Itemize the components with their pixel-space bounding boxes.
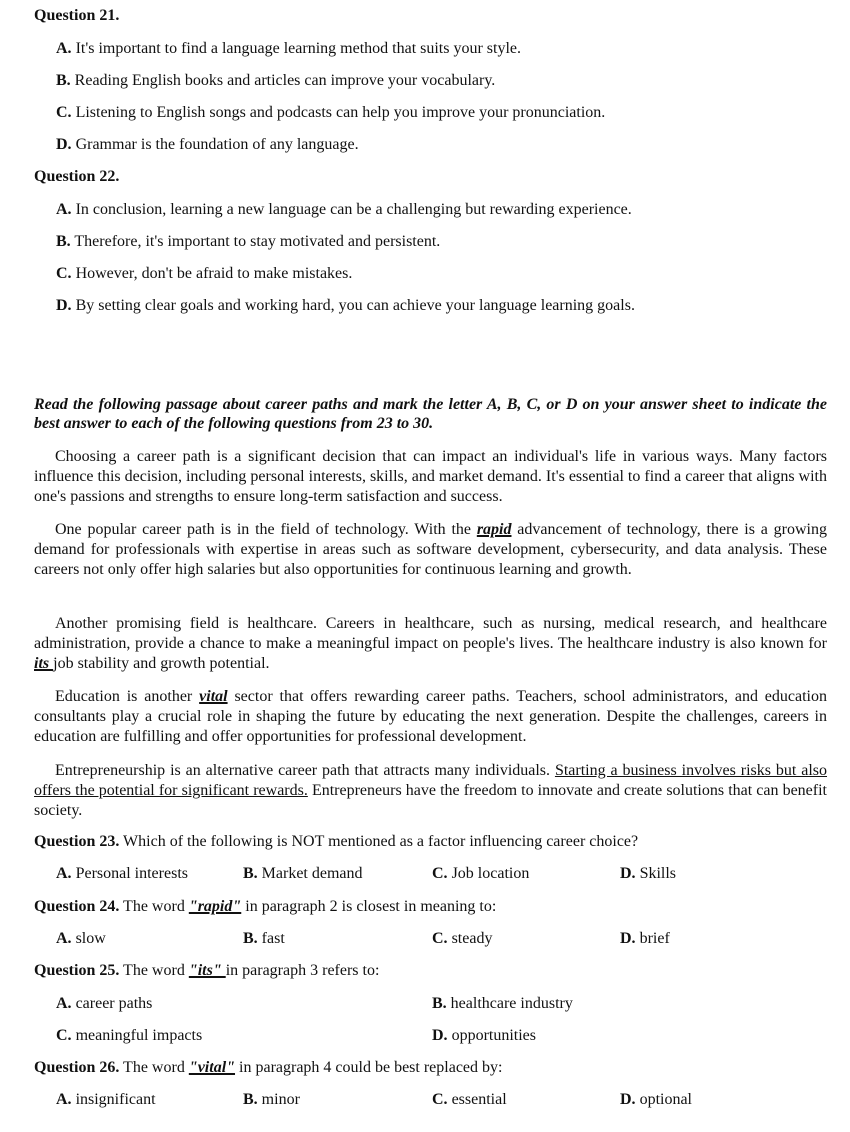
q22-option-a[interactable] (56, 201, 632, 219)
question-number: Question 23. (34, 833, 120, 850)
option-letter: B. (243, 865, 258, 882)
option-letter: C. (56, 104, 72, 121)
option-text: Market demand (257, 865, 363, 882)
option-text: In conclusion, learning a new language can be a challenging but rewarding experience. (75, 201, 632, 218)
option-text: By setting clear goals and working hard, you can achieve your language learning goals. (75, 297, 635, 314)
question-stem: in paragraph 2 is closest in meaning to: (241, 898, 497, 915)
q25-option-b[interactable] (432, 995, 573, 1013)
q21-option-c[interactable] (56, 104, 605, 122)
option-letter: A. (56, 930, 72, 947)
q21-option-b[interactable] (56, 72, 495, 90)
question-26 (34, 1059, 502, 1077)
option-text: insignificant (71, 1091, 156, 1108)
q24-option-d[interactable] (620, 930, 670, 948)
option-letter: D. (620, 930, 636, 947)
option-letter: D. (620, 865, 636, 882)
question-23 (34, 833, 638, 851)
option-text: essential (447, 1091, 507, 1108)
question-21-title: Question 21. (34, 7, 120, 24)
option-letter: B. (243, 930, 258, 947)
option-letter: A. (56, 1091, 72, 1108)
passage-paragraph-4 (34, 687, 827, 747)
option-letter: C. (432, 1091, 448, 1108)
option-letter: A. (56, 40, 72, 57)
option-text: brief (635, 930, 670, 947)
q22-option-b[interactable] (56, 233, 440, 251)
text: sector that offers rewarding career paths. Teachers, school administrators, and education consultants play a crucial role in shaping the future by educating the next generation. Despite the challenges, careers in education are fulfilling and offer opportunities for professional development. (34, 688, 828, 745)
text: Entrepreneurs have the freedom to innovate and create solutions that can benefit society. (34, 782, 827, 819)
passage-paragraph-3 (34, 614, 827, 674)
option-text: Reading English books and articles can improve your vocabulary. (74, 72, 496, 89)
option-letter: B. (56, 72, 71, 89)
option-letter: D. (56, 136, 72, 153)
option-letter: D. (620, 1091, 636, 1108)
option-text: Listening to English songs and podcasts can help you improve your pronunciation. (75, 104, 606, 121)
q23-option-d[interactable] (620, 865, 676, 883)
reading-instruction: Read the following passage about career paths and mark the letter A, B, C, or D on your answer sheet to indicate the best answer to each of the following questions from 23 to 30. (34, 396, 827, 432)
q26-option-c[interactable] (432, 1091, 507, 1109)
option-text: healthcare industry (446, 995, 573, 1012)
option-text: Personal interests (71, 865, 188, 882)
question-number: Question 24. (34, 898, 120, 915)
option-text: It's important to find a language learning method that suits your style. (75, 40, 522, 57)
option-text: Skills (635, 865, 677, 882)
question-number: Question 26. (34, 1059, 120, 1076)
question-25 (34, 962, 379, 980)
option-text: slow (71, 930, 106, 947)
q25-option-c[interactable] (56, 1027, 202, 1045)
highlighted-word-its: its (34, 655, 54, 672)
option-text: Therefore, it's important to stay motivated and persistent. (74, 233, 441, 250)
option-letter: A. (56, 865, 72, 882)
option-letter: C. (56, 1027, 72, 1044)
text: Entrepreneurship is an alternative career path that attracts many individuals. (55, 762, 555, 779)
passage-paragraph-1: Choosing a career path is a significant decision that can impact an individual's life in various ways. Many factors influence this decision, including personal interests, skills, and market demand. It's essential to find a career that aligns with one's passions and strengths to ensure long-term satisfaction and success. (34, 448, 827, 505)
option-letter: C. (432, 930, 448, 947)
passage-paragraph-5 (34, 761, 827, 821)
option-text: optional (635, 1091, 692, 1108)
passage-paragraph-2 (34, 520, 827, 580)
option-text: meaningful impacts (71, 1027, 203, 1044)
option-text: Grammar is the foundation of any language. (75, 136, 359, 153)
text: Another promising field is healthcare. Careers in healthcare, such as nursing, medical research, and healthcare administration, provide a chance to make a meaningful impact on people's lives. The healthcare industry is also known for (34, 615, 827, 652)
question-number: Question 25. (34, 962, 120, 979)
text: Education is another (55, 688, 200, 705)
option-text: minor (257, 1091, 300, 1108)
question-keyword: "vital" (188, 1059, 236, 1076)
q26-option-b[interactable] (243, 1091, 300, 1109)
q25-option-d[interactable] (432, 1027, 536, 1045)
option-letter: B. (56, 233, 71, 250)
highlighted-word-vital: vital (199, 688, 228, 705)
option-letter: A. (56, 201, 72, 218)
option-letter: C. (432, 865, 448, 882)
option-text: Job location (447, 865, 530, 882)
option-letter: D. (432, 1027, 448, 1044)
question-stem: in paragraph 3 refers to: (225, 962, 380, 979)
option-text: fast (257, 930, 285, 947)
q21-option-d[interactable] (56, 136, 359, 154)
option-letter: B. (432, 995, 447, 1012)
option-text: steady (447, 930, 493, 947)
highlighted-word-rapid: rapid (476, 521, 512, 538)
q24-option-c[interactable] (432, 930, 492, 948)
q23-option-c[interactable] (432, 865, 529, 883)
question-stem: in paragraph 4 could be best replaced by: (235, 1059, 503, 1076)
q23-option-a[interactable] (56, 865, 188, 883)
question-stem: The word (119, 962, 189, 979)
option-letter: B. (243, 1091, 258, 1108)
q24-option-a[interactable] (56, 930, 106, 948)
q25-option-a[interactable] (56, 995, 152, 1013)
question-stem: Which of the following is NOT mentioned as a factor influencing career choice? (119, 833, 639, 850)
option-text: opportunities (447, 1027, 536, 1044)
option-letter: C. (56, 265, 72, 282)
question-keyword: "its" (188, 962, 226, 979)
question-24 (34, 898, 496, 916)
q24-option-b[interactable] (243, 930, 285, 948)
question-stem: The word (119, 898, 189, 915)
q22-option-c[interactable] (56, 265, 352, 283)
question-22-title: Question 22. (34, 168, 120, 185)
text: One popular career path is in the field of technology. With the (55, 521, 477, 538)
option-text: However, don't be afraid to make mistakes. (75, 265, 353, 282)
q21-option-a[interactable] (56, 40, 521, 58)
q22-option-d[interactable] (56, 297, 635, 315)
q23-option-b[interactable] (243, 865, 363, 883)
text: job stability and growth potential. (53, 655, 270, 672)
question-keyword: "rapid" (188, 898, 242, 915)
q26-option-d[interactable] (620, 1091, 692, 1109)
q26-option-a[interactable] (56, 1091, 156, 1109)
text: advancement of technology, there is a growing demand for professionals with expertise in areas such as software development, cybersecurity, and data analysis. These careers not only offer high salaries but also opportunities for continuous learning and growth. (34, 521, 827, 578)
underlined-sentence: Starting a business involves risks but also offers the potential for significant rewards. (34, 762, 828, 799)
question-stem: The word (119, 1059, 189, 1076)
option-letter: D. (56, 297, 72, 314)
option-text: career paths (71, 995, 153, 1012)
option-letter: A. (56, 995, 72, 1012)
